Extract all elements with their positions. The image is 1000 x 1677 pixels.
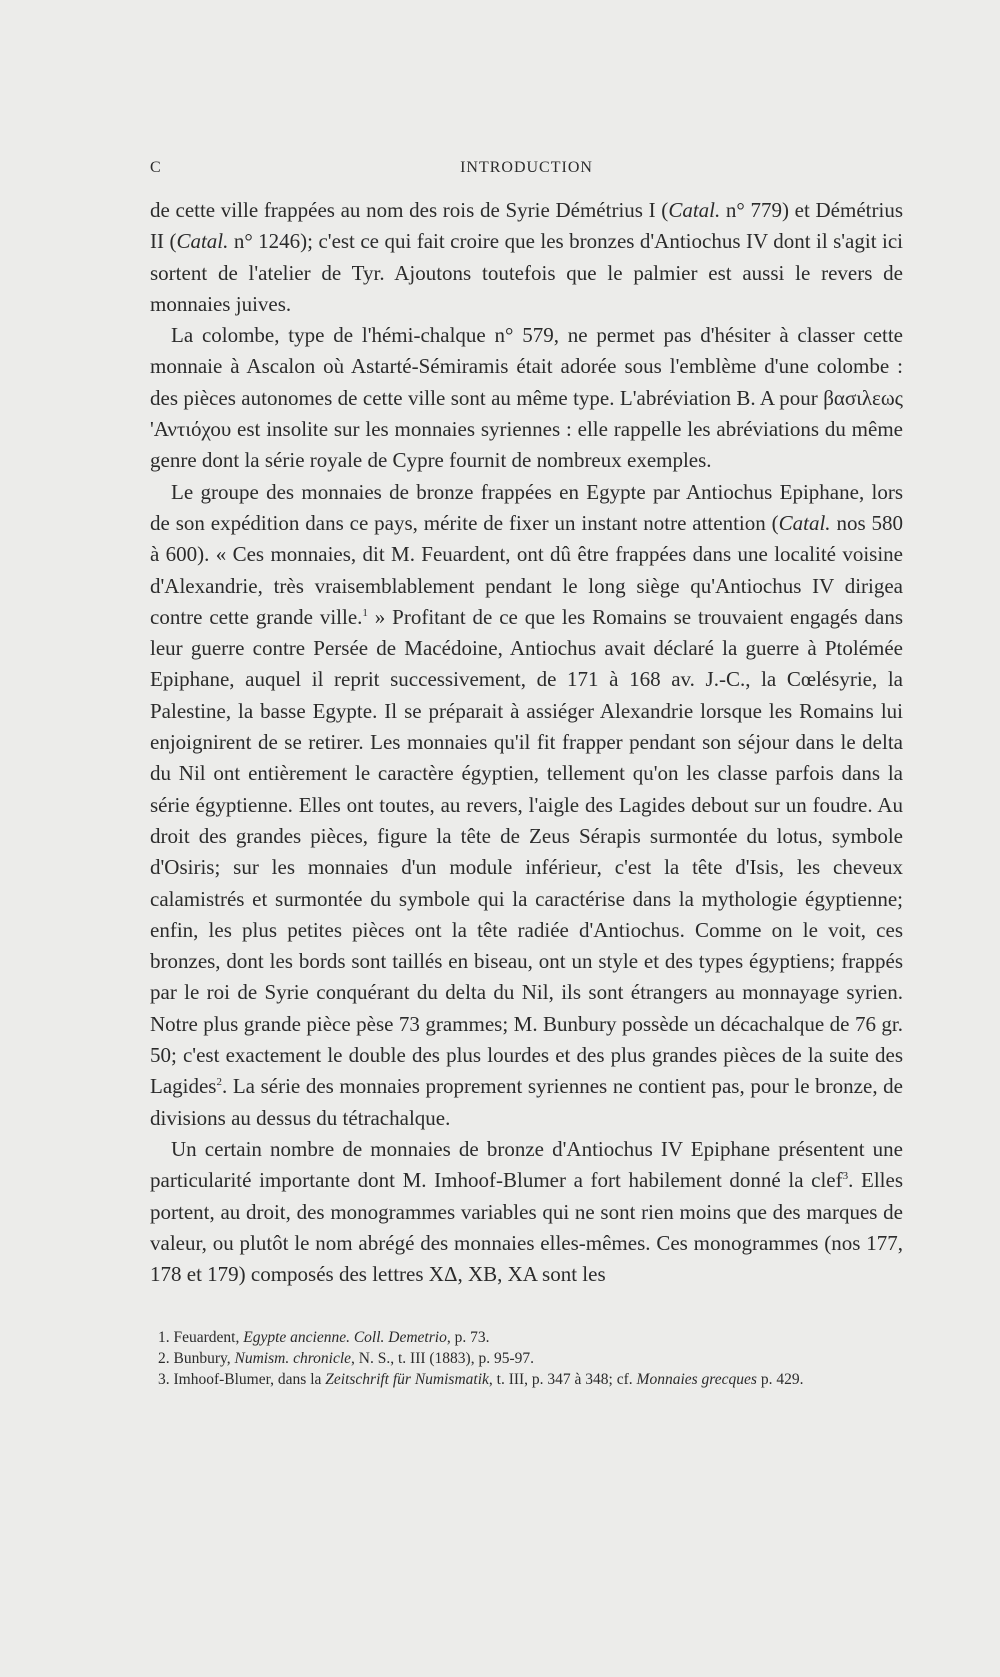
footnote-ref: 3 — [842, 1170, 849, 1183]
text-run: 1. Feuardent, — [158, 1329, 244, 1346]
text-run: Zeitschrift für Numismatik — [325, 1371, 489, 1388]
text-run: de cette ville frappées au nom des rois de Syrie Démétrius I ( — [150, 198, 669, 222]
paragraph — [150, 195, 903, 320]
footnote-ref: 1 — [362, 606, 368, 619]
text-run: La colombe, type de l'hémi-chalque n° 579, ne permet pas d'hésiter à classer cette monnaie à Ascalon où Astarté-Sémiramis était adorée sous l'emblème d'une colombe : des pièces autonomes de cette ville sont au même type. L'abréviation B. A pour βασιλεως 'Αντιόχου est insolite sur les monnaies syriennes : elle rappelle les abréviations du même genre dont la série royale de Cypre fournit de nombreux exemples. — [150, 323, 903, 473]
text-run: Catal. — [668, 198, 721, 222]
footnote — [150, 1327, 903, 1348]
text-run: 3. Imhoof-Blumer, dans la — [158, 1371, 326, 1388]
text-run: Le groupe des monnaies de bronze frappées en Egypte par Antiochus Epiphane, lors de son expédition dans ce pays, mérite de fixer un instant notre attention ( — [150, 479, 903, 535]
text-run: nos 580 à 600). « Ces monnaies, dit M. Feuardent, ont dû être frappées dans une localité voisine d'Alexandrie, très vraisemblablement pendant le long siège qu'Antiochus IV dirigea contre cette grande ville. — [150, 510, 903, 629]
text-run: Catal. — [778, 510, 831, 535]
text-run: Catal. — [176, 229, 229, 254]
footnotes — [150, 1327, 903, 1390]
text-run: n° 1246); c'est ce qui fait croire que les bronzes d'Antiochus IV dont il s'agit ici sortent de l'atelier de Tyr. Ajoutons toutefois que le palmier est aussi le revers de monnaies juives. — [150, 229, 903, 316]
paragraph — [150, 1134, 903, 1290]
text-run: . Elles portent, au droit, des monogrammes variables qui ne sont rien moins que des marques de valeur, ou plutôt le nom abrégé des monnaies elles-mêmes. Ces monogrammes (nos 177, 178 et 179) composés des lettres XΔ, XB, XA sont les — [150, 1168, 903, 1287]
running-title: INTRODUCTION — [460, 159, 593, 176]
text-run: Un certain nombre de monnaies de bronze d'Antiochus IV Epiphane présentent une particularité importante dont M. Imhoof-Blumer a fort habilement donné la clef — [150, 1136, 903, 1193]
text-run: » Profitant de ce que les Romains se trouvaient engagés dans leur guerre contre Persée de Macédoine, Antiochus avait déclaré la guerre à Ptolémée Epiphane, auquel il reprit successivement, de 171 à 168 av. J.-C., la Cœlésyrie, la Palestine, la basse Egypte. Il se préparait à assiéger Alexandrie lorsque les Romains lui enjoignirent de se retirer. Les monnaies qu'il fit frapper pendant son séjour dans le delta du Nil ont entièrement le caractère égyptien, tellement qu'on les classe parfois dans la série égyptienne. Elles ont toutes, au revers, l'aigle des Lagides debout sur un foudre. Au droit des grandes pièces, figure la tête de Zeus Sérapis surmontée du lotus, symbole d'Osiris; sur les monnaies d'un module inférieur, c'est la tête d'Isis, les cheveux calamistrés et surmontée du symbole qui la caractérise dans la mythologie égyptienne; enfin, les plus petites pièces ont la tête radiée d'Antiochus. Comme on le voit, ces bronzes, dont les bords sont taillés en biseau, ont un style et des types égyptiens; frappés par le roi de Syrie conquérant du delta du Nil, ils sont étrangers au monnayage syrien. Notre plus grande pièce pèse 73 grammes; M. Bunbury possède un décachalque de 76 gr. 50; c'est exactement le double des plus lourdes et des plus grandes pièces de la suite des Lagides — [150, 604, 904, 1099]
text-run: Numism. chronicle — [234, 1350, 352, 1367]
paragraph — [150, 320, 903, 476]
page-number: C — [150, 159, 162, 176]
footnote — [150, 1348, 903, 1369]
text-run: , p. 73. — [446, 1329, 490, 1346]
text-run: p. 429. — [756, 1371, 804, 1388]
footnote — [150, 1369, 903, 1390]
text-run: Egypte ancienne. Coll. Demetrio — [243, 1329, 447, 1346]
text-run: , N. S., t. III (1883), p. 95-97. — [351, 1350, 534, 1367]
paragraph — [150, 477, 903, 1134]
footnote-ref: 2 — [216, 1076, 222, 1089]
body-text — [150, 195, 903, 1290]
text-run: , t. III, p. 347 à 348; cf. — [488, 1371, 637, 1388]
text-run: . La série des monnaies proprement syriennes ne contient pas, pour le bronze, de divisions au dessus du tétrachalque. — [150, 1074, 903, 1130]
text-run: 2. Bunbury, — [158, 1350, 235, 1367]
text-run: Monnaies grecques — [636, 1371, 757, 1388]
text-run: n° 779) et Démétrius II ( — [150, 198, 903, 254]
